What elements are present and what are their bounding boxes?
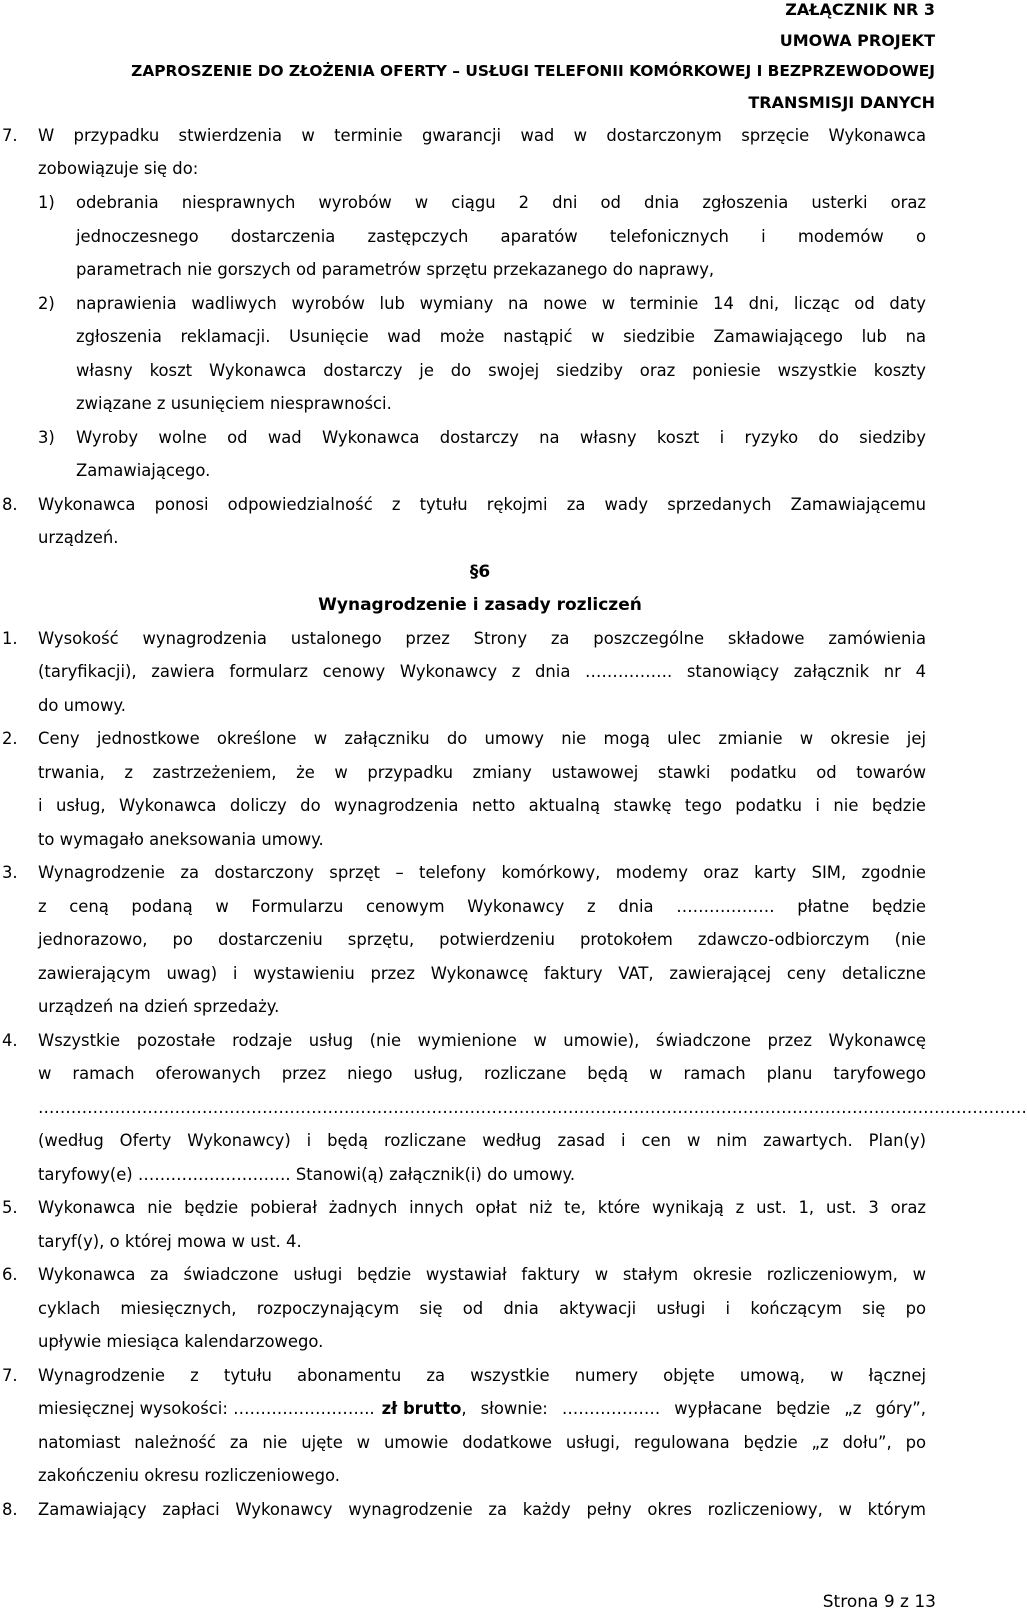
- item-line: zakończeniu okresu rozliczeniowego.: [38, 1466, 340, 1485]
- header-annex-label: ZAŁĄCZNIK NR 3: [785, 0, 935, 19]
- paragraph-line: urządzeń.: [38, 528, 119, 547]
- paragraph-line: Wykonawca ponosi odpowiedzialność z tytułu rękojmi za wady sprzedanych Zamawiającemu: [38, 495, 926, 514]
- paragraph-line: parametrach nie gorszych od parametrów sprzętu przekazanego do naprawy,: [76, 260, 715, 279]
- item-line: cyklach miesięcznych, rozpoczynającym się od dnia aktywacji usługi i kończącym się po: [38, 1299, 926, 1318]
- paragraph-line: W przypadku stwierdzenia w terminie gwarancji wad w dostarczonym sprzęcie Wykonawca: [38, 126, 926, 145]
- paragraph-line: Zamawiającego.: [76, 461, 211, 480]
- item-line: taryfowy(e) ………………………. Stanowi(ą) załącznik(i) do umowy.: [38, 1165, 576, 1184]
- section-title: Wynagrodzenie i zasady rozliczeń: [318, 595, 642, 615]
- header-tender-title-continued: TRANSMISJI DANYCH: [748, 93, 935, 112]
- item-line: [38, 1399, 926, 1419]
- item-line: z ceną podaną w Formularzu cenowym Wykonawcy z dnia ……………… płatne będzie: [38, 897, 926, 916]
- item-line: (taryfikacji), zawiera formularz cenowy Wykonawcy z dnia ……………. stanowiący załącznik nr 4: [38, 662, 926, 681]
- item-line: Zamawiający zapłaci Wykonawcy wynagrodzenie za każdy pełny okres rozliczeniowy, w którym: [38, 1500, 926, 1519]
- item-line: Wszystkie pozostałe rodzaje usług (nie wymienione w umowie), świadczone przez Wykonawcę: [38, 1031, 926, 1050]
- header-tender-title: ZAPROSZENIE DO ZŁOŻENIA OFERTY – USŁUGI TELEFONII KOMÓRKOWEJ I BEZPRZEWODOWEJ: [131, 62, 935, 80]
- paragraph-line: naprawienia wadliwych wyrobów lub wymiany na nowe w terminie 14 dni, licząc od daty: [76, 294, 926, 313]
- item-line: ……………………………………………………………………………………………………………………………………………………………….: [38, 1098, 1027, 1117]
- subpoint-number: 3): [38, 428, 55, 447]
- paragraph-line: związane z usunięciem niesprawności.: [76, 394, 392, 413]
- paragraph-number: 8.: [2, 495, 18, 514]
- paragraph-line: odebrania niesprawnych wyrobów w ciągu 2 dni od dnia zgłoszenia usterki oraz: [76, 193, 926, 212]
- item-number: 5.: [2, 1198, 18, 1217]
- item-number: 3.: [2, 863, 18, 882]
- paragraph-line: jednoczesnego dostarczenia zastępczych aparatów telefonicznych i modemów o: [76, 227, 926, 246]
- subpoint-number: 1): [38, 193, 55, 212]
- item-line: do umowy.: [38, 696, 127, 715]
- item-line: (według Oferty Wykonawcy) i będą rozliczane według zasad i cen w nim zawartych. Plan(y): [38, 1131, 926, 1150]
- item-line-part: miesięcznej wysokości: ……………………..: [38, 1399, 375, 1418]
- item-line: zawierającym uwag) i wystawieniu przez Wykonawcę faktury VAT, zawierającej ceny detaliczne: [38, 964, 926, 983]
- item-line: Wynagrodzenie za dostarczony sprzęt – telefony komórkowy, modemy oraz karty SIM, zgodnie: [38, 863, 926, 882]
- paragraph-line: Wyroby wolne od wad Wykonawca dostarczy na własny koszt i ryzyko do siedziby: [76, 428, 926, 447]
- item-line-part: , słownie: ……………… wypłacane będzie „z góry”,: [461, 1399, 926, 1418]
- item-line: jednorazowo, po dostarczeniu sprzętu, potwierdzeniu protokołem zdawczo-odbiorczym (nie: [38, 930, 926, 949]
- item-line: Wysokość wynagrodzenia ustalonego przez Strony za poszczególne składowe zamówienia: [38, 629, 926, 648]
- item-line: to wymagało aneksowania umowy.: [38, 830, 324, 849]
- page-number: Strona 9 z 13: [822, 1592, 936, 1612]
- item-line: w ramach oferowanych przez niego usług, rozliczane będą w ramach planu taryfowego: [38, 1064, 926, 1083]
- item-number: 1.: [2, 629, 18, 648]
- item-number: 6.: [2, 1265, 18, 1284]
- item-line: Wykonawca nie będzie pobierał żadnych innych opłat niż te, które wynikają z ust. 1, ust. 3 oraz: [38, 1198, 926, 1217]
- item-line: taryf(y), o której mowa w ust. 4.: [38, 1232, 302, 1251]
- item-line: Ceny jednostkowe określone w załączniku do umowy nie mogą ulec zmianie w okresie jej: [38, 729, 926, 748]
- subpoint-number: 2): [38, 294, 55, 313]
- paragraph-line: własny koszt Wykonawca dostarczy je do swojej siedziby oraz poniesie wszystkie koszty: [76, 361, 926, 380]
- item-number: 2.: [2, 729, 18, 748]
- item-line: upływie miesiąca kalendarzowego.: [38, 1332, 324, 1351]
- item-line: Wynagrodzenie z tytułu abonamentu za wszystkie numery objęte umową, w łącznej: [38, 1366, 926, 1385]
- item-line: natomiast należność za nie ujęte w umowie dodatkowe usługi, regulowana będzie „z dołu”, po: [38, 1433, 926, 1452]
- item-line: trwania, z zastrzeżeniem, że w przypadku zmiany ustawowej stawki podatku od towarów: [38, 763, 926, 782]
- item-number: 8.: [2, 1500, 18, 1519]
- item-number: 7.: [2, 1366, 18, 1385]
- header-contract-label: UMOWA PROJEKT: [779, 31, 935, 50]
- paragraph-line: zobowiązuje się do:: [38, 159, 199, 178]
- item-line: i usług, Wykonawca doliczy do wynagrodzenia netto aktualną stawkę tego podatku i nie będzie: [38, 796, 926, 815]
- item-number: 4.: [2, 1031, 18, 1050]
- paragraph-number: 7.: [2, 126, 18, 145]
- item-line: urządzeń na dzień sprzedaży.: [38, 997, 280, 1016]
- section-symbol: §6: [469, 562, 491, 582]
- item-line: Wykonawca za świadczone usługi będzie wystawiał faktury w stałym okresie rozliczeniowym, w: [38, 1265, 926, 1284]
- paragraph-line: zgłoszenia reklamacji. Usunięcie wad może nastąpić w siedzibie Zamawiającego lub na: [76, 327, 926, 346]
- amount-unit-bold: zł brutto: [381, 1399, 462, 1418]
